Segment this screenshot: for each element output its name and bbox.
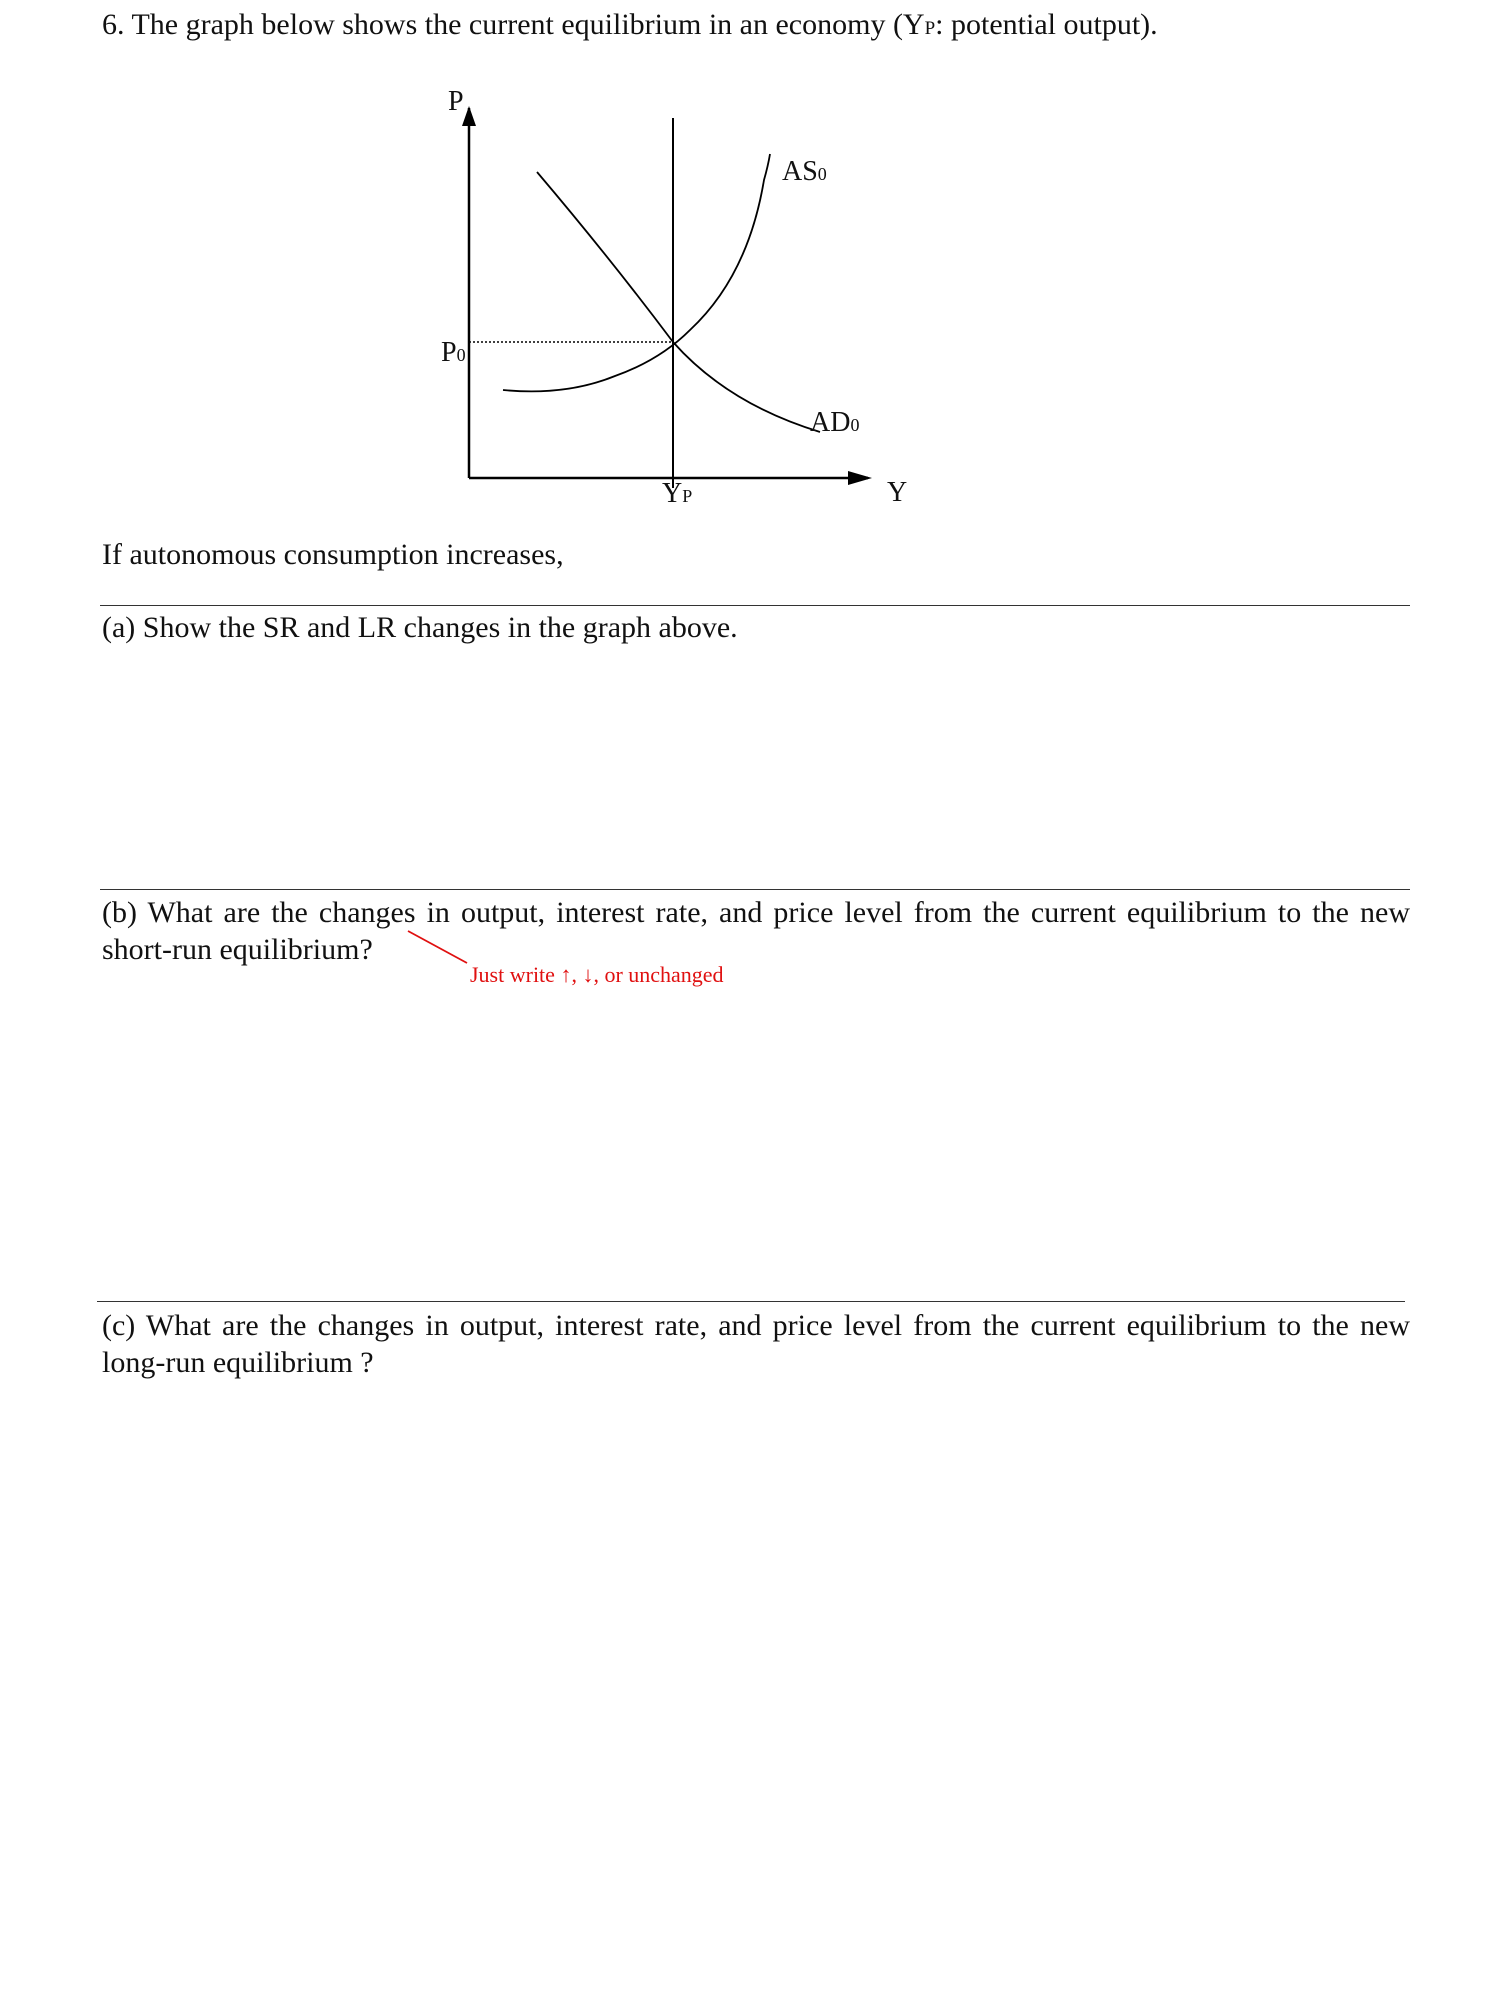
divider-b <box>100 889 1410 890</box>
part-b-line-1: (b) What are the changes in output, interest rate, and price level from the current equilibrium to the new <box>102 896 1410 929</box>
price-level-subscript: 0 <box>456 345 466 365</box>
question-number: 6. <box>102 8 125 41</box>
potential-output-letter: Y <box>662 478 683 509</box>
as-curve <box>503 154 770 391</box>
ad-curve-label <box>810 407 859 438</box>
equilibrium-graph <box>0 0 1000 520</box>
note-pointer-line <box>408 931 467 963</box>
price-level-label <box>441 337 466 368</box>
divider-a <box>100 605 1410 606</box>
as-curve-label <box>782 156 827 187</box>
price-axis-arrow-icon <box>462 106 476 126</box>
part-a-text: (a) Show the SR and LR changes in the graph above. <box>102 611 738 644</box>
ad-curve-letters: AD <box>810 407 851 438</box>
part-c-line-2: long-run equilibrium ? <box>102 1346 374 1379</box>
note-pointer <box>0 920 1510 1020</box>
price-axis-label: P <box>448 86 464 117</box>
part-c-line-1: (c) What are the changes in output, interest rate, and price level from the current equilibrium to the new <box>102 1309 1410 1342</box>
as-curve-letters: AS <box>782 156 818 187</box>
title-subscript: P <box>924 18 936 39</box>
question-title-text: The graph below shows the current equilibrium in an economy (Y <box>131 8 925 41</box>
ad-curve-subscript: 0 <box>850 415 860 435</box>
part-b-line-2: short-run equilibrium? <box>102 933 373 966</box>
question-title-end: : potential output). <box>935 8 1158 41</box>
divider-c <box>97 1301 1405 1302</box>
as-curve-subscript: 0 <box>817 164 827 184</box>
potential-output-label <box>662 478 692 509</box>
intro-text: If autonomous consumption increases, <box>102 538 564 571</box>
part-c-text <box>102 1307 1410 1381</box>
ad-curve <box>537 172 820 432</box>
output-axis-label: Y <box>887 477 908 508</box>
potential-output-subscript: P <box>682 486 693 506</box>
answer-format-note: Just write ↑, ↓, or unchanged <box>470 962 724 987</box>
output-axis-arrow-icon <box>848 471 872 485</box>
price-level-letter: P <box>441 337 457 368</box>
